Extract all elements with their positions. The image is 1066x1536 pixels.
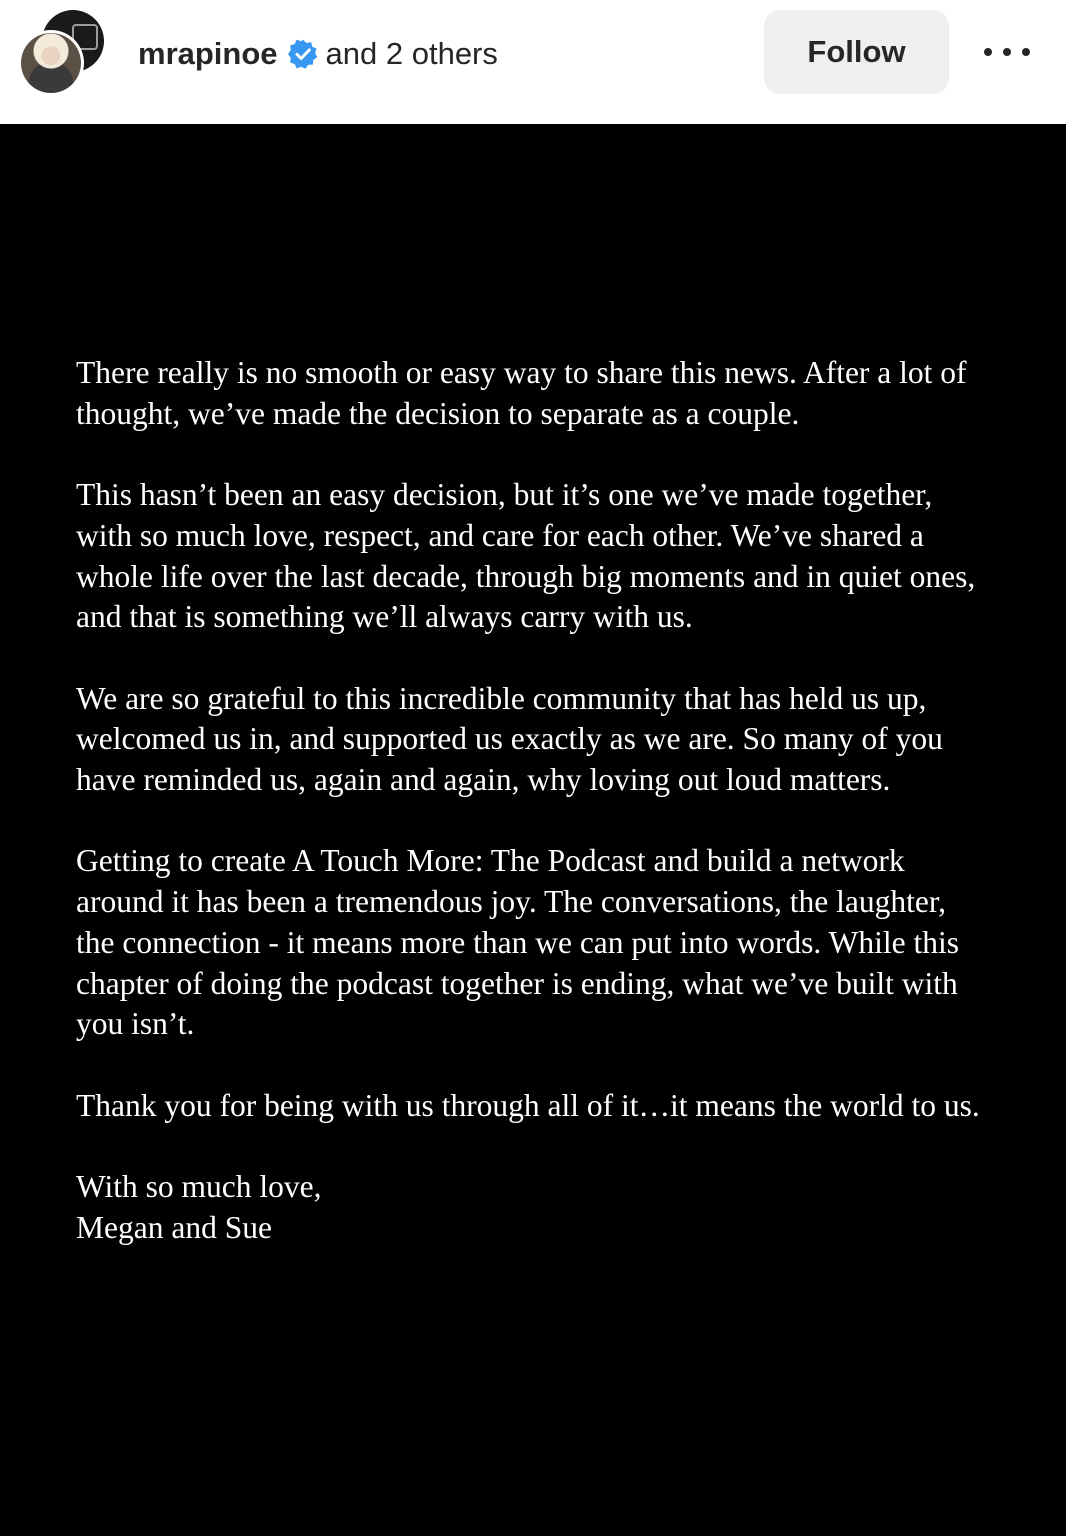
statement-paragraph: We are so grateful to this incredible community that has held us up, welcomed us in, and supported us exactly as we are. So many of you have reminded us, again and again, why loving out loud matters. (76, 680, 943, 797)
author-username[interactable]: mrapinoe (138, 36, 278, 71)
post-image-statement[interactable] (0, 124, 1066, 1536)
author-avatar[interactable] (18, 30, 84, 96)
post-header (0, 0, 1066, 124)
statement-signature: Megan and Sue (76, 1209, 272, 1245)
collaborators-count[interactable]: and 2 others (325, 36, 498, 71)
statement-closing: With so much love, (76, 1168, 322, 1204)
collab-avatars[interactable] (18, 10, 106, 96)
statement-paragraph: This hasn’t been an easy decision, but it’s one we’ve made together, with so much love, respect, and care for each other. We’ve shared a whole life over the last decade, through big moments and in quiet ones, and that is something we’ll always carry with us. (76, 477, 976, 635)
statement-paragraph: There really is no smooth or easy way to share this news. After a lot of thought, we’ve made the decision to separate as a couple. (76, 355, 967, 431)
dot (1022, 48, 1030, 56)
verified-badge-icon (288, 39, 318, 69)
author-avatar-photo (21, 33, 81, 93)
dot (1003, 48, 1011, 56)
author-line (138, 33, 498, 75)
dot (984, 48, 992, 56)
statement-paragraph: Getting to create A Touch More: The Podcast and build a network around it has been a tremendous joy. The conversations, the laughter, the connection - it means more than we can put into words. While this chapter of doing the podcast together is ending, what we’ve built with you isn’t. (76, 843, 959, 1042)
statement-text (76, 353, 991, 1248)
statement-paragraph: Thank you for being with us through all of it…it means the world to us. (76, 1087, 980, 1123)
follow-button[interactable]: Follow (764, 10, 949, 94)
more-options-icon[interactable] (982, 30, 1032, 74)
